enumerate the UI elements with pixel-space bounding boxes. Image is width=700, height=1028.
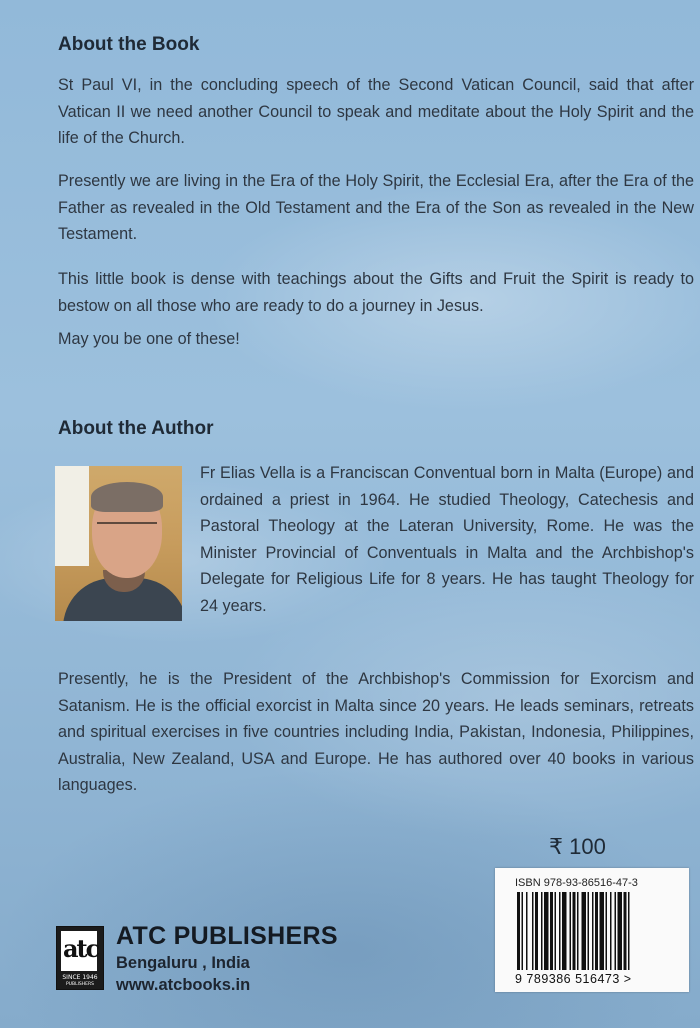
- barcode-bar: [573, 892, 576, 970]
- barcode-bar: [526, 892, 528, 970]
- barcode-bar: [555, 892, 557, 970]
- publisher-logo: [56, 926, 104, 990]
- isbn-barcode: [495, 868, 689, 992]
- barcode-bar: [550, 892, 553, 970]
- photo-hair: [91, 482, 163, 512]
- barcode-bar: [600, 892, 605, 970]
- photo-glasses: [97, 522, 157, 538]
- isbn-text: ISBN 978-93-86516-47-3: [515, 877, 638, 889]
- barcode-bar: [624, 892, 627, 970]
- barcode-bar: [522, 892, 524, 970]
- barcode-bar: [618, 892, 623, 970]
- about-book-paragraph-4: May you be one of these!: [58, 330, 240, 348]
- barcode-bar: [541, 892, 543, 970]
- barcode-bar: [606, 892, 608, 970]
- logo-text: atc: [63, 934, 99, 963]
- barcode-bar: [517, 892, 520, 970]
- barcode-bar: [577, 892, 579, 970]
- author-photo: [55, 466, 182, 621]
- barcode-bar: [562, 892, 567, 970]
- barcode-bar: [588, 892, 590, 970]
- barcode-bar: [610, 892, 612, 970]
- about-book-paragraph-1: St Paul VI, in the concluding speech of the Second Vatican Council, said that after Vatican II we need another Council to speak and meditate about the Holy Spirit and the life of the Church.: [58, 76, 694, 147]
- about-book-heading: About the Book: [58, 34, 200, 55]
- publisher-website[interactable]: www.atcbooks.in: [116, 976, 251, 994]
- logo-mark: [61, 931, 97, 971]
- barcode-bar: [559, 892, 561, 970]
- barcode-bar: [595, 892, 598, 970]
- photo-window: [55, 466, 89, 566]
- about-author-heading: About the Author: [58, 418, 214, 439]
- barcode-bar: [532, 892, 534, 970]
- barcode-bar: [535, 892, 538, 970]
- publisher-city: Bengaluru , India: [116, 954, 250, 972]
- barcode-bar: [570, 892, 572, 970]
- barcode-bars: [517, 892, 669, 970]
- about-book-paragraph-3: This little book is dense with teachings about the Gifts and Fruit the Spirit is ready to bestow on all those who are ready to do a journey in Jesus.: [58, 270, 694, 315]
- publisher-name: ATC PUBLISHERS: [116, 922, 338, 950]
- about-author-paragraph-1: Fr Elias Vella is a Franciscan Conventual born in Malta (Europe) and ordained a priest in 1964. He studied Theology, Catechesis and Pastoral Theology at the Lateran University, Rome. He was the Minister Provincial of Conventuals in Malta and the Archbishop's Delegate for Religious Life for 8 years. He has taught Theology for 24 years.: [200, 464, 694, 615]
- barcode-bar: [628, 892, 630, 970]
- logo-publishers: PUBLISHERS: [66, 982, 94, 987]
- barcode-bar: [592, 892, 594, 970]
- logo-since: SINCE 1946: [62, 974, 98, 981]
- isbn-digits: 9 789386 516473 >: [515, 972, 632, 986]
- about-author-paragraph-2: Presently, he is the President of the Archbishop's Commission for Exorcism and Satanism. He is the official exorcist in Malta since 20 years. He leads seminars, retreats and spiritual exercises in five countries including India, Pakistan, Indonesia, Philippines, Australia, New Zealand, USA and Europe. He has authored over 40 books in various languages.: [58, 670, 694, 794]
- price-label: ₹ 100: [549, 834, 606, 859]
- barcode-bar: [615, 892, 617, 970]
- barcode-bar: [544, 892, 549, 970]
- barcode-bar: [582, 892, 587, 970]
- about-book-paragraph-2: Presently we are living in the Era of the Holy Spirit, the Ecclesial Era, after the Era of the Father as revealed in the Old Testament and the Era of the Son as revealed in the New Testament.: [58, 172, 694, 243]
